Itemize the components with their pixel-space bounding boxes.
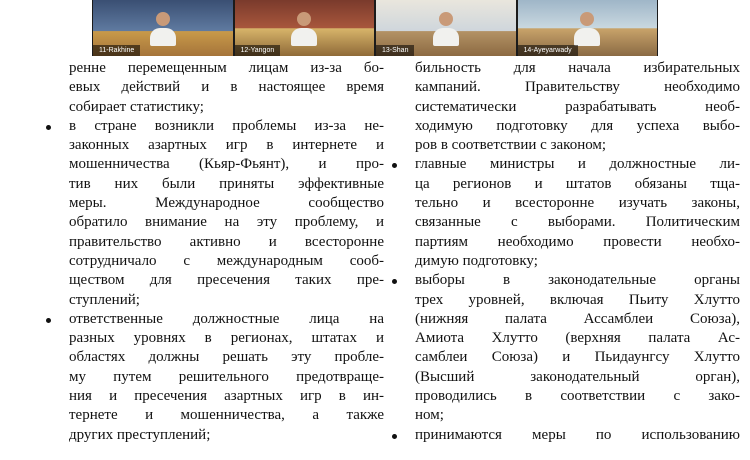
participant-figure [291,12,317,46]
bullet-line: в стране возникли проблемы из-за не- [44,117,384,136]
text-line: Амиота Хлутто (верхняя палата Ас- [415,330,740,347]
text-line: ступлений; [69,291,140,308]
text-line: (нижняя палата Ассамблеи Союза), [415,310,740,327]
text-line: ров в соответствии с законом; [415,137,607,154]
video-tile [235,0,375,56]
tile-label: 14-Ayeyarwady [518,45,578,56]
tile-label: 13-Shan [376,45,414,56]
text-line: евых действий и в настоящее время [69,79,384,96]
bullet-line: выборы в законодательные органы [390,271,740,290]
text-line: му путем решительного предотвраще- [69,368,384,385]
text-line: ществом для пресечения таких пре- [69,272,384,289]
tile-label: 12-Yangon [235,45,281,56]
text-line: собирает статистику; [69,98,204,115]
text-line: самблеи Союза) и Пьидаунгсу Хлутто [415,349,740,366]
video-tile [518,0,658,56]
text-line: областях должны решать эту пробле- [69,349,384,366]
text-line: тив них были приняты эффективные [69,175,384,192]
text-line: связанные с выборами. Политическим [415,214,740,231]
text-line: ренне перемещенным лицам из-за бо- [69,60,384,76]
text-line: разных уровнях в регионах, штатах и [69,330,384,347]
text-line: других преступлений; [69,426,211,443]
bullet-line: принимаются меры по использованию [390,426,740,445]
text-line: бильность для начала избирательных [415,60,740,76]
text-line: законных азартных игр в интернете и [69,137,384,154]
text-line: ния и пресечения азартных игр в ин- [69,388,384,405]
text-line: проводились в соответствии с зако- [415,388,740,405]
video-tile [376,0,516,56]
text-line: (Высший законодательный орган), [415,368,740,385]
text-line: систематически разрабатывать необ- [415,98,740,115]
text-line: тельно и всесторонне изучать законы, [415,195,740,212]
tile-label: 11-Rakhine [93,45,140,56]
participant-figure [574,12,600,46]
text-line: партиям необходимо провести необхо- [415,233,740,250]
text-line: мошенничества (Кьяр-Фьянт), и про- [69,156,384,173]
participant-figure [150,12,176,46]
right-text-column [390,59,740,445]
text-line: ном; [415,407,444,424]
text-line: тернете и мошенничества, а также [69,407,384,424]
text-line: кампаний. Правительству необходимо [415,79,740,96]
text-line: обратило внимание на эту проблему, и [69,214,384,231]
text-line: трех уровней, включая Пьиту Хлутто [415,291,740,308]
bullet-line: главные министры и должностные ли- [390,155,740,174]
text-line: правительство активно и всесторонне [69,233,384,250]
left-text-column [44,59,384,445]
bullet-line: ответственные должностные лица на [44,310,384,329]
text-line: ца регионов и штатов обязаны тща- [415,175,740,192]
text-line: ходимую подготовку для успеха выбо- [415,117,740,134]
video-conference-strip [92,0,658,56]
participant-figure [433,12,459,46]
text-line: сотрудничало с международным сооб- [69,252,384,269]
text-line: меры. Международное сообщество [69,195,384,212]
video-tile [93,0,233,56]
text-line: димую подготовку; [415,252,538,269]
